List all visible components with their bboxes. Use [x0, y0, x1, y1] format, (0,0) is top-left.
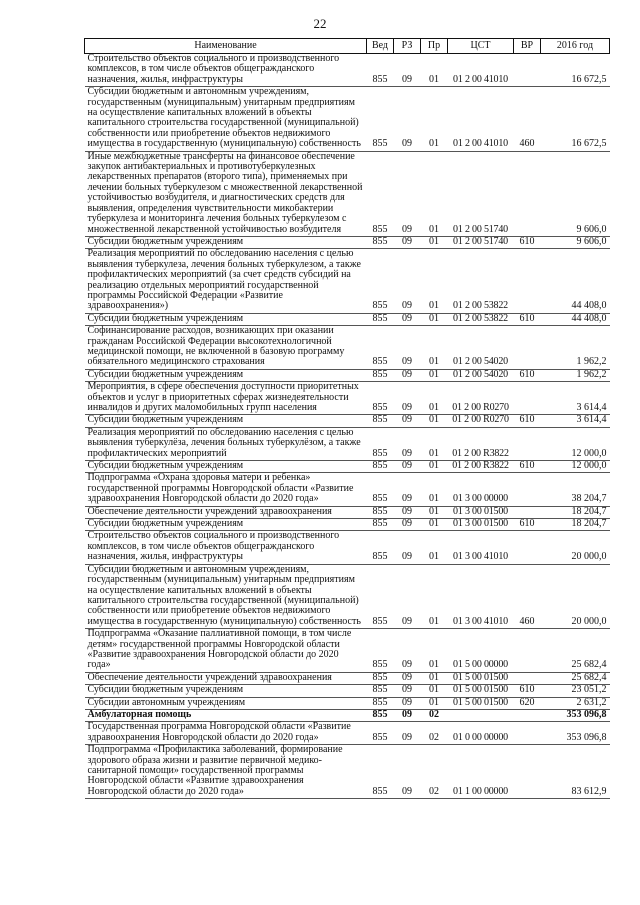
cell-amount: 1 962,2	[541, 369, 610, 381]
table-row	[85, 427, 610, 460]
cell-cst: 01 5 00 01500	[448, 672, 514, 684]
cell-vr	[514, 745, 541, 799]
cell-ved: 855	[367, 709, 394, 721]
table-row	[85, 564, 610, 628]
table-row	[85, 519, 610, 531]
cell-rz: 09	[394, 249, 421, 313]
cell-cst: 01 3 00 41010	[448, 564, 514, 628]
cell-ved: 855	[367, 415, 394, 427]
cell-name: Субсидии бюджетным учреждениям	[85, 313, 367, 325]
cell-vr	[514, 629, 541, 673]
cell-pr: 01	[421, 326, 448, 370]
cell-cst: 01 3 00 01500	[448, 519, 514, 531]
cell-ved: 855	[367, 745, 394, 799]
cell-ved: 855	[367, 461, 394, 473]
header-ved: Вед	[367, 39, 394, 54]
cell-vr	[514, 427, 541, 460]
cell-ved: 855	[367, 382, 394, 415]
cell-cst: 01 1 00 00000	[448, 745, 514, 799]
cell-pr: 01	[421, 672, 448, 684]
table-row	[85, 313, 610, 325]
cell-amount: 3 614,4	[541, 382, 610, 415]
cell-cst: 01 0 00 00000	[448, 722, 514, 745]
cell-name: Амбулаторная помощь	[85, 709, 367, 721]
cell-name: Обеспечение деятельности учреждений здравоохранения	[85, 672, 367, 684]
cell-cst: 01 5 00 01500	[448, 685, 514, 697]
cell-ved: 855	[367, 672, 394, 684]
cell-name: Строительство объектов социального и производственного комплексов, в том числе объектов общегражданского назначения, жилья, инфраструктуры	[85, 54, 367, 87]
cell-ved: 855	[367, 506, 394, 518]
table-row	[85, 461, 610, 473]
cell-rz: 09	[394, 519, 421, 531]
cell-rz: 09	[394, 382, 421, 415]
cell-cst: 01 2 00 54020	[448, 326, 514, 370]
cell-rz: 09	[394, 326, 421, 370]
cell-vr: 620	[514, 697, 541, 709]
table-row	[85, 382, 610, 415]
page-number: 22	[313, 16, 327, 31]
cell-vr: 610	[514, 415, 541, 427]
table-row	[85, 685, 610, 697]
cell-amount: 18 204,7	[541, 506, 610, 518]
table-row	[85, 326, 610, 370]
cell-pr: 01	[421, 564, 448, 628]
header-year: 2016 год	[541, 39, 610, 54]
header-rz: РЗ	[394, 39, 421, 54]
cell-pr: 02	[421, 745, 448, 799]
cell-pr: 01	[421, 461, 448, 473]
cell-name: Субсидии бюджетным учреждениям	[85, 369, 367, 381]
table-row	[85, 531, 610, 564]
cell-amount: 9 606,0	[541, 236, 610, 248]
cell-amount: 20 000,0	[541, 531, 610, 564]
cell-name: Подпрограмма «Охрана здоровья матери и ребенка» государственной программы Новгородской области «Развитие здравоохранения Новгородской области до 2020 года»	[85, 473, 367, 506]
cell-name: Мероприятия, в сфере обеспечения доступности приоритетных объектов и услуг в приоритетных сферах жизнедеятельности инвалидов и других маломобильных групп населения	[85, 382, 367, 415]
table-row	[85, 473, 610, 506]
table-header	[85, 39, 610, 54]
cell-rz: 09	[394, 709, 421, 721]
cell-amount: 16 672,5	[541, 54, 610, 87]
cell-ved: 855	[367, 151, 394, 236]
cell-rz: 09	[394, 151, 421, 236]
cell-pr: 01	[421, 531, 448, 564]
cell-pr: 01	[421, 473, 448, 506]
cell-pr: 01	[421, 249, 448, 313]
cell-amount: 18 204,7	[541, 519, 610, 531]
cell-amount: 16 672,5	[541, 87, 610, 151]
cell-cst: 01 2 00 R3822	[448, 461, 514, 473]
cell-name: Обеспечение деятельности учреждений здравоохранения	[85, 506, 367, 518]
cell-rz: 09	[394, 415, 421, 427]
cell-rz: 09	[394, 672, 421, 684]
cell-name: Подпрограмма «Профилактика заболеваний, формирование здорового образа жизни и развитие первичной медико-санитарной помощи» государственной программы Новгородской области «Развитие здравоохранения Новгородской области до 2020 года»	[85, 745, 367, 799]
cell-pr: 01	[421, 629, 448, 673]
cell-rz: 09	[394, 54, 421, 87]
cell-amount: 353 096,8	[541, 709, 610, 721]
cell-amount: 25 682,4	[541, 672, 610, 684]
cell-pr: 01	[421, 369, 448, 381]
cell-rz: 09	[394, 87, 421, 151]
cell-vr	[514, 722, 541, 745]
cell-pr: 01	[421, 382, 448, 415]
cell-vr: 610	[514, 369, 541, 381]
header-pr: Пр	[421, 39, 448, 54]
cell-name: Реализация мероприятий по обследованию населения с целью выявления туберкулеза, лечения больных туберкулезом, а также профилактических мероприятий (за счет средств субсидий на реализацию отдельных мероприятий государственной программы Российской Федерации «Развитие здравоохранения»)	[85, 249, 367, 313]
cell-vr	[514, 151, 541, 236]
cell-rz: 09	[394, 629, 421, 673]
cell-name: Субсидии бюджетным и автономным учреждениям, государственным (муниципальным) унитарным предприятиям на осуществление капитальных вложений в объекты капитального строительства государственной (муниципальной) собственности или приобретение объектов недвижимого имущества в государственную (муниципальную) собственность	[85, 564, 367, 628]
cell-ved: 855	[367, 54, 394, 87]
cell-pr: 01	[421, 427, 448, 460]
cell-pr: 01	[421, 519, 448, 531]
cell-pr: 01	[421, 506, 448, 518]
cell-rz: 09	[394, 685, 421, 697]
cell-pr: 01	[421, 236, 448, 248]
cell-amount: 25 682,4	[541, 629, 610, 673]
cell-cst: 01 2 00 41010	[448, 87, 514, 151]
cell-rz: 09	[394, 745, 421, 799]
cell-name: Государственная программа Новгородской области «Развитие здравоохранения Новгородской области до 2020 года»	[85, 722, 367, 745]
cell-ved: 855	[367, 531, 394, 564]
cell-ved: 855	[367, 722, 394, 745]
cell-amount: 44 408,0	[541, 313, 610, 325]
cell-pr: 01	[421, 415, 448, 427]
cell-name: Иные межбюджетные трансферты на финансовое обеспечение закупок антибактериальных и противотуберкулезных лекарственных препаратов (второго типа), применяемых при лечении больных туберкулезом с множественной лекарственной устойчивостью возбудителя, и диагностических средств для выявления, определения чувствительности микобактерии туберкулеза и мониторинга лечения больных туберкулезом с множественной лекарственной устойчивостью возбудителя	[85, 151, 367, 236]
cell-pr: 01	[421, 151, 448, 236]
header-cst: ЦСТ	[448, 39, 514, 54]
cell-rz: 09	[394, 564, 421, 628]
cell-name: Субсидии бюджетным учреждениям	[85, 236, 367, 248]
table-row	[85, 87, 610, 151]
cell-vr: 610	[514, 519, 541, 531]
table-row	[85, 54, 610, 87]
table-row	[85, 697, 610, 709]
cell-amount: 44 408,0	[541, 249, 610, 313]
table-row	[85, 709, 610, 721]
cell-name: Софинансирование расходов, возникающих при оказании гражданам Российской Федерации высокотехнологичной медицинской помощи, не включенной в базовую программу обязательного медицинского страхования	[85, 326, 367, 370]
cell-ved: 855	[367, 473, 394, 506]
cell-cst: 01 5 00 00000	[448, 629, 514, 673]
cell-pr: 02	[421, 709, 448, 721]
cell-rz: 09	[394, 236, 421, 248]
cell-vr	[514, 531, 541, 564]
cell-vr: 610	[514, 236, 541, 248]
header-name: Наименование	[85, 39, 367, 54]
cell-pr: 01	[421, 54, 448, 87]
cell-amount: 353 096,8	[541, 722, 610, 745]
cell-amount: 2 631,2	[541, 697, 610, 709]
cell-amount: 3 614,4	[541, 415, 610, 427]
table-row	[85, 629, 610, 673]
cell-amount: 20 000,0	[541, 564, 610, 628]
cell-pr: 01	[421, 697, 448, 709]
cell-rz: 09	[394, 531, 421, 564]
cell-cst: 01 2 00 R0270	[448, 415, 514, 427]
cell-cst: 01 2 00 R3822	[448, 427, 514, 460]
cell-cst: 01 2 00 51740	[448, 236, 514, 248]
cell-cst: 01 5 00 01500	[448, 697, 514, 709]
cell-pr: 01	[421, 685, 448, 697]
cell-vr: 610	[514, 461, 541, 473]
cell-vr	[514, 54, 541, 87]
cell-cst: 01 2 00 53822	[448, 313, 514, 325]
cell-amount: 12 000,0	[541, 427, 610, 460]
cell-cst: 01 2 00 51740	[448, 151, 514, 236]
cell-cst: 01 3 00 00000	[448, 473, 514, 506]
cell-name: Субсидии автономным учреждениям	[85, 697, 367, 709]
cell-cst: 01 2 00 41010	[448, 54, 514, 87]
cell-cst: 01 2 00 53822	[448, 249, 514, 313]
table-row	[85, 236, 610, 248]
cell-amount: 83 612,9	[541, 745, 610, 799]
cell-ved: 855	[367, 249, 394, 313]
cell-vr	[514, 672, 541, 684]
cell-ved: 855	[367, 427, 394, 460]
cell-rz: 09	[394, 369, 421, 381]
cell-name: Подпрограмма «Оказание паллиативной помощи, в том числе детям» государственной программы Новгородской области «Развитие здравоохранения Новгородской области до 2020 года»	[85, 629, 367, 673]
cell-pr: 01	[421, 313, 448, 325]
cell-ved: 855	[367, 697, 394, 709]
cell-name: Реализация мероприятий по обследованию населения с целью выявления туберкулёза, лечения больных туберкулёзом, а также профилактических мероприятий	[85, 427, 367, 460]
cell-rz: 09	[394, 473, 421, 506]
cell-name: Субсидии бюджетным и автономным учреждениям, государственным (муниципальным) унитарным предприятиям на осуществление капитальных вложений в объекты капитального строительства государственной (муниципальной) собственности или приобретение объектов недвижимого имущества в государственную (муниципальную) собственность	[85, 87, 367, 151]
cell-cst: 01 3 00 41010	[448, 531, 514, 564]
cell-amount: 38 204,7	[541, 473, 610, 506]
cell-ved: 855	[367, 564, 394, 628]
cell-amount: 9 606,0	[541, 151, 610, 236]
cell-amount: 12 000,0	[541, 461, 610, 473]
cell-vr: 460	[514, 87, 541, 151]
cell-vr	[514, 473, 541, 506]
cell-vr	[514, 249, 541, 313]
cell-pr: 02	[421, 722, 448, 745]
cell-ved: 855	[367, 685, 394, 697]
cell-name: Строительство объектов социального и производственного комплексов, в том числе объектов общегражданского назначения, жилья, инфраструктуры	[85, 531, 367, 564]
table-row	[85, 249, 610, 313]
cell-vr	[514, 326, 541, 370]
cell-vr	[514, 506, 541, 518]
cell-ved: 855	[367, 369, 394, 381]
table-body	[85, 54, 610, 799]
cell-rz: 09	[394, 697, 421, 709]
cell-pr: 01	[421, 87, 448, 151]
budget-table	[84, 38, 610, 799]
cell-ved: 855	[367, 236, 394, 248]
table-row	[85, 672, 610, 684]
table-row	[85, 151, 610, 236]
table-row	[85, 369, 610, 381]
table-row	[85, 506, 610, 518]
cell-amount: 1 962,2	[541, 326, 610, 370]
cell-cst: 01 3 00 01500	[448, 506, 514, 518]
cell-ved: 855	[367, 313, 394, 325]
cell-vr: 610	[514, 685, 541, 697]
cell-rz: 09	[394, 461, 421, 473]
cell-name: Субсидии бюджетным учреждениям	[85, 461, 367, 473]
cell-name: Субсидии бюджетным учреждениям	[85, 415, 367, 427]
cell-ved: 855	[367, 87, 394, 151]
cell-ved: 855	[367, 326, 394, 370]
cell-cst: 01 2 00 R0270	[448, 382, 514, 415]
cell-vr: 460	[514, 564, 541, 628]
table-row	[85, 745, 610, 799]
cell-vr: 610	[514, 313, 541, 325]
table-row	[85, 722, 610, 745]
cell-rz: 09	[394, 506, 421, 518]
cell-ved: 855	[367, 519, 394, 531]
cell-rz: 09	[394, 722, 421, 745]
header-vr: ВР	[514, 39, 541, 54]
cell-name: Субсидии бюджетным учреждениям	[85, 685, 367, 697]
cell-vr	[514, 709, 541, 721]
cell-ved: 855	[367, 629, 394, 673]
cell-cst	[448, 709, 514, 721]
cell-vr	[514, 382, 541, 415]
cell-rz: 09	[394, 427, 421, 460]
cell-rz: 09	[394, 313, 421, 325]
cell-amount: 23 051,2	[541, 685, 610, 697]
table-row	[85, 415, 610, 427]
cell-name: Субсидии бюджетным учреждениям	[85, 519, 367, 531]
cell-cst: 01 2 00 54020	[448, 369, 514, 381]
